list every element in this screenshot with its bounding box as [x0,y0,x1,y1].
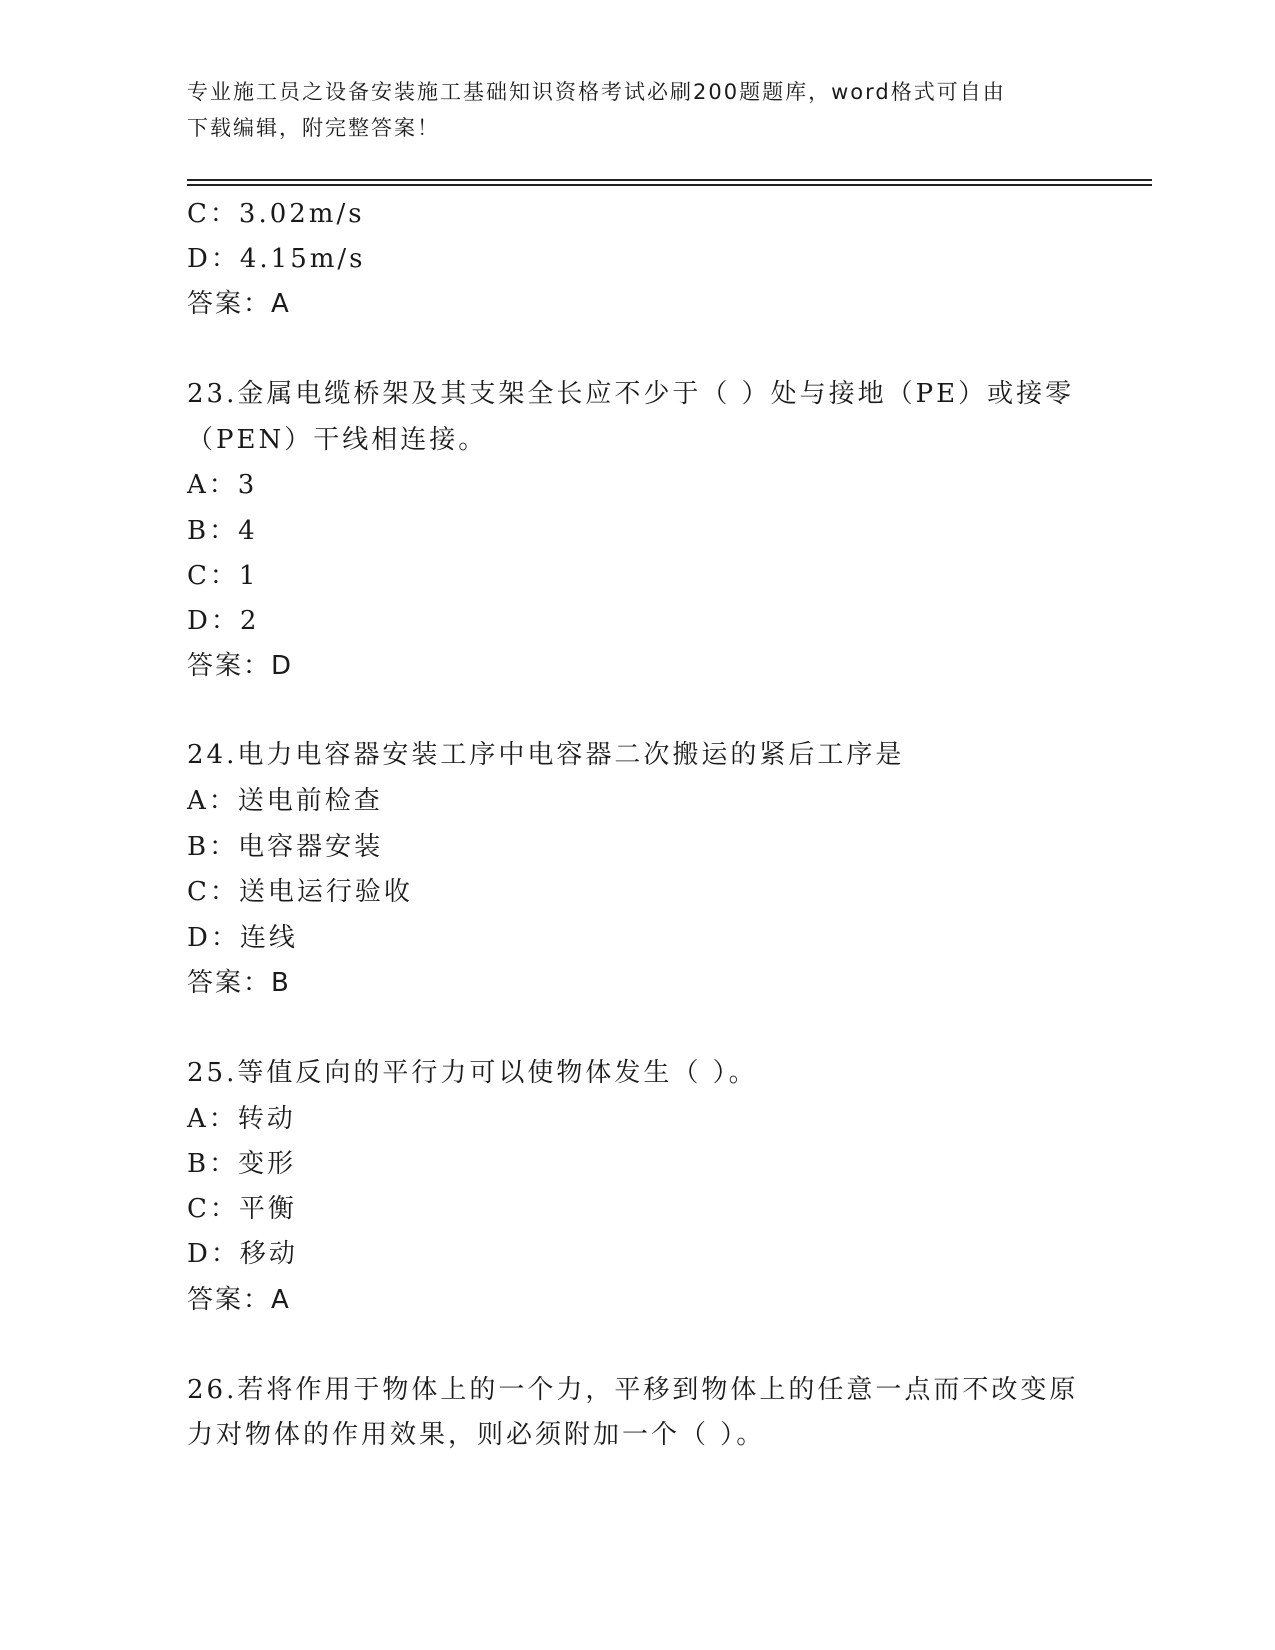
q24-option-b [187,826,383,863]
q23-stem-line-1: 23.金属电缆桥架及其支架全长应不少于（ ）处与接地（PE）或接零 [187,379,1075,409]
q25-option-c [187,1188,297,1225]
q23-answer: 答案：D [187,651,294,681]
option-letter: C： [187,199,239,229]
q25-option-a [187,1098,296,1135]
option-text: 电容器安装 [238,832,384,862]
option-letter: C： [187,877,239,907]
q23-option-b [187,510,258,547]
option-text: 3 [237,470,258,500]
option-text: 送电运行验收 [238,877,413,907]
q24-answer: 答案：B [187,968,291,998]
q25-option-d [187,1233,298,1270]
option-letter: A： [187,1104,238,1134]
option-letter: C： [187,1194,239,1224]
option-text: 送电前检查 [237,786,383,816]
option-text: 1 [238,561,259,591]
option-text: 3.02m/s [238,199,365,229]
option-text: 连线 [239,923,298,953]
q22-answer: 答案：A [187,289,291,319]
header-line-2: 下载编辑，附完整答案！ [187,116,440,140]
q22-option-d [187,238,366,275]
option-letter: B： [187,832,239,862]
option-text: 4 [238,516,258,546]
q26-stem-line-1: 26.若将作用于物体上的一个力，平移到物体上的任意一点而不改变原 [187,1375,1079,1405]
option-letter: D： [187,1239,240,1269]
document-header [187,74,1067,146]
q26-stem-line-2: 力对物体的作用效果，则必须附加一个（ ）。 [187,1420,766,1450]
q22-option-c [187,193,365,230]
q24-option-d [187,917,298,954]
option-text: 移动 [239,1239,298,1269]
q24-option-a [187,780,383,817]
q25-stem-line-1: 25.等值反向的平行力可以使物体发生（ ）。 [187,1058,758,1088]
option-letter: B： [187,1149,239,1179]
header-divider-top [187,179,1152,181]
q25-answer: 答案：A [187,1285,291,1315]
q23-stem-line-2: （PEN）干线相连接。 [187,425,488,455]
option-text: 平衡 [238,1194,297,1224]
option-letter: D： [187,923,240,953]
option-letter: A： [187,786,238,816]
option-text: 转动 [237,1104,296,1134]
option-letter: C： [187,561,239,591]
q23-option-d [187,600,259,637]
option-letter: D： [187,606,240,636]
option-text: 变形 [238,1149,297,1179]
q24-stem-line-1: 24.电力电容器安装工序中电容器二次搬运的紧后工序是 [187,740,905,770]
q23-option-c [187,555,258,592]
option-text: 4.15m/s [239,244,366,274]
option-text: 2 [239,606,260,636]
header-line-1: 专业施工员之设备安装施工基础知识资格考试必刷200题题库，word格式可自由 [187,80,1006,104]
q25-option-b [187,1143,296,1180]
header-divider-bottom [187,184,1152,186]
q23-option-a [187,464,257,501]
option-letter: B： [187,516,239,546]
option-letter: A： [187,470,238,500]
option-letter: D： [187,244,240,274]
q24-option-c [187,871,413,908]
